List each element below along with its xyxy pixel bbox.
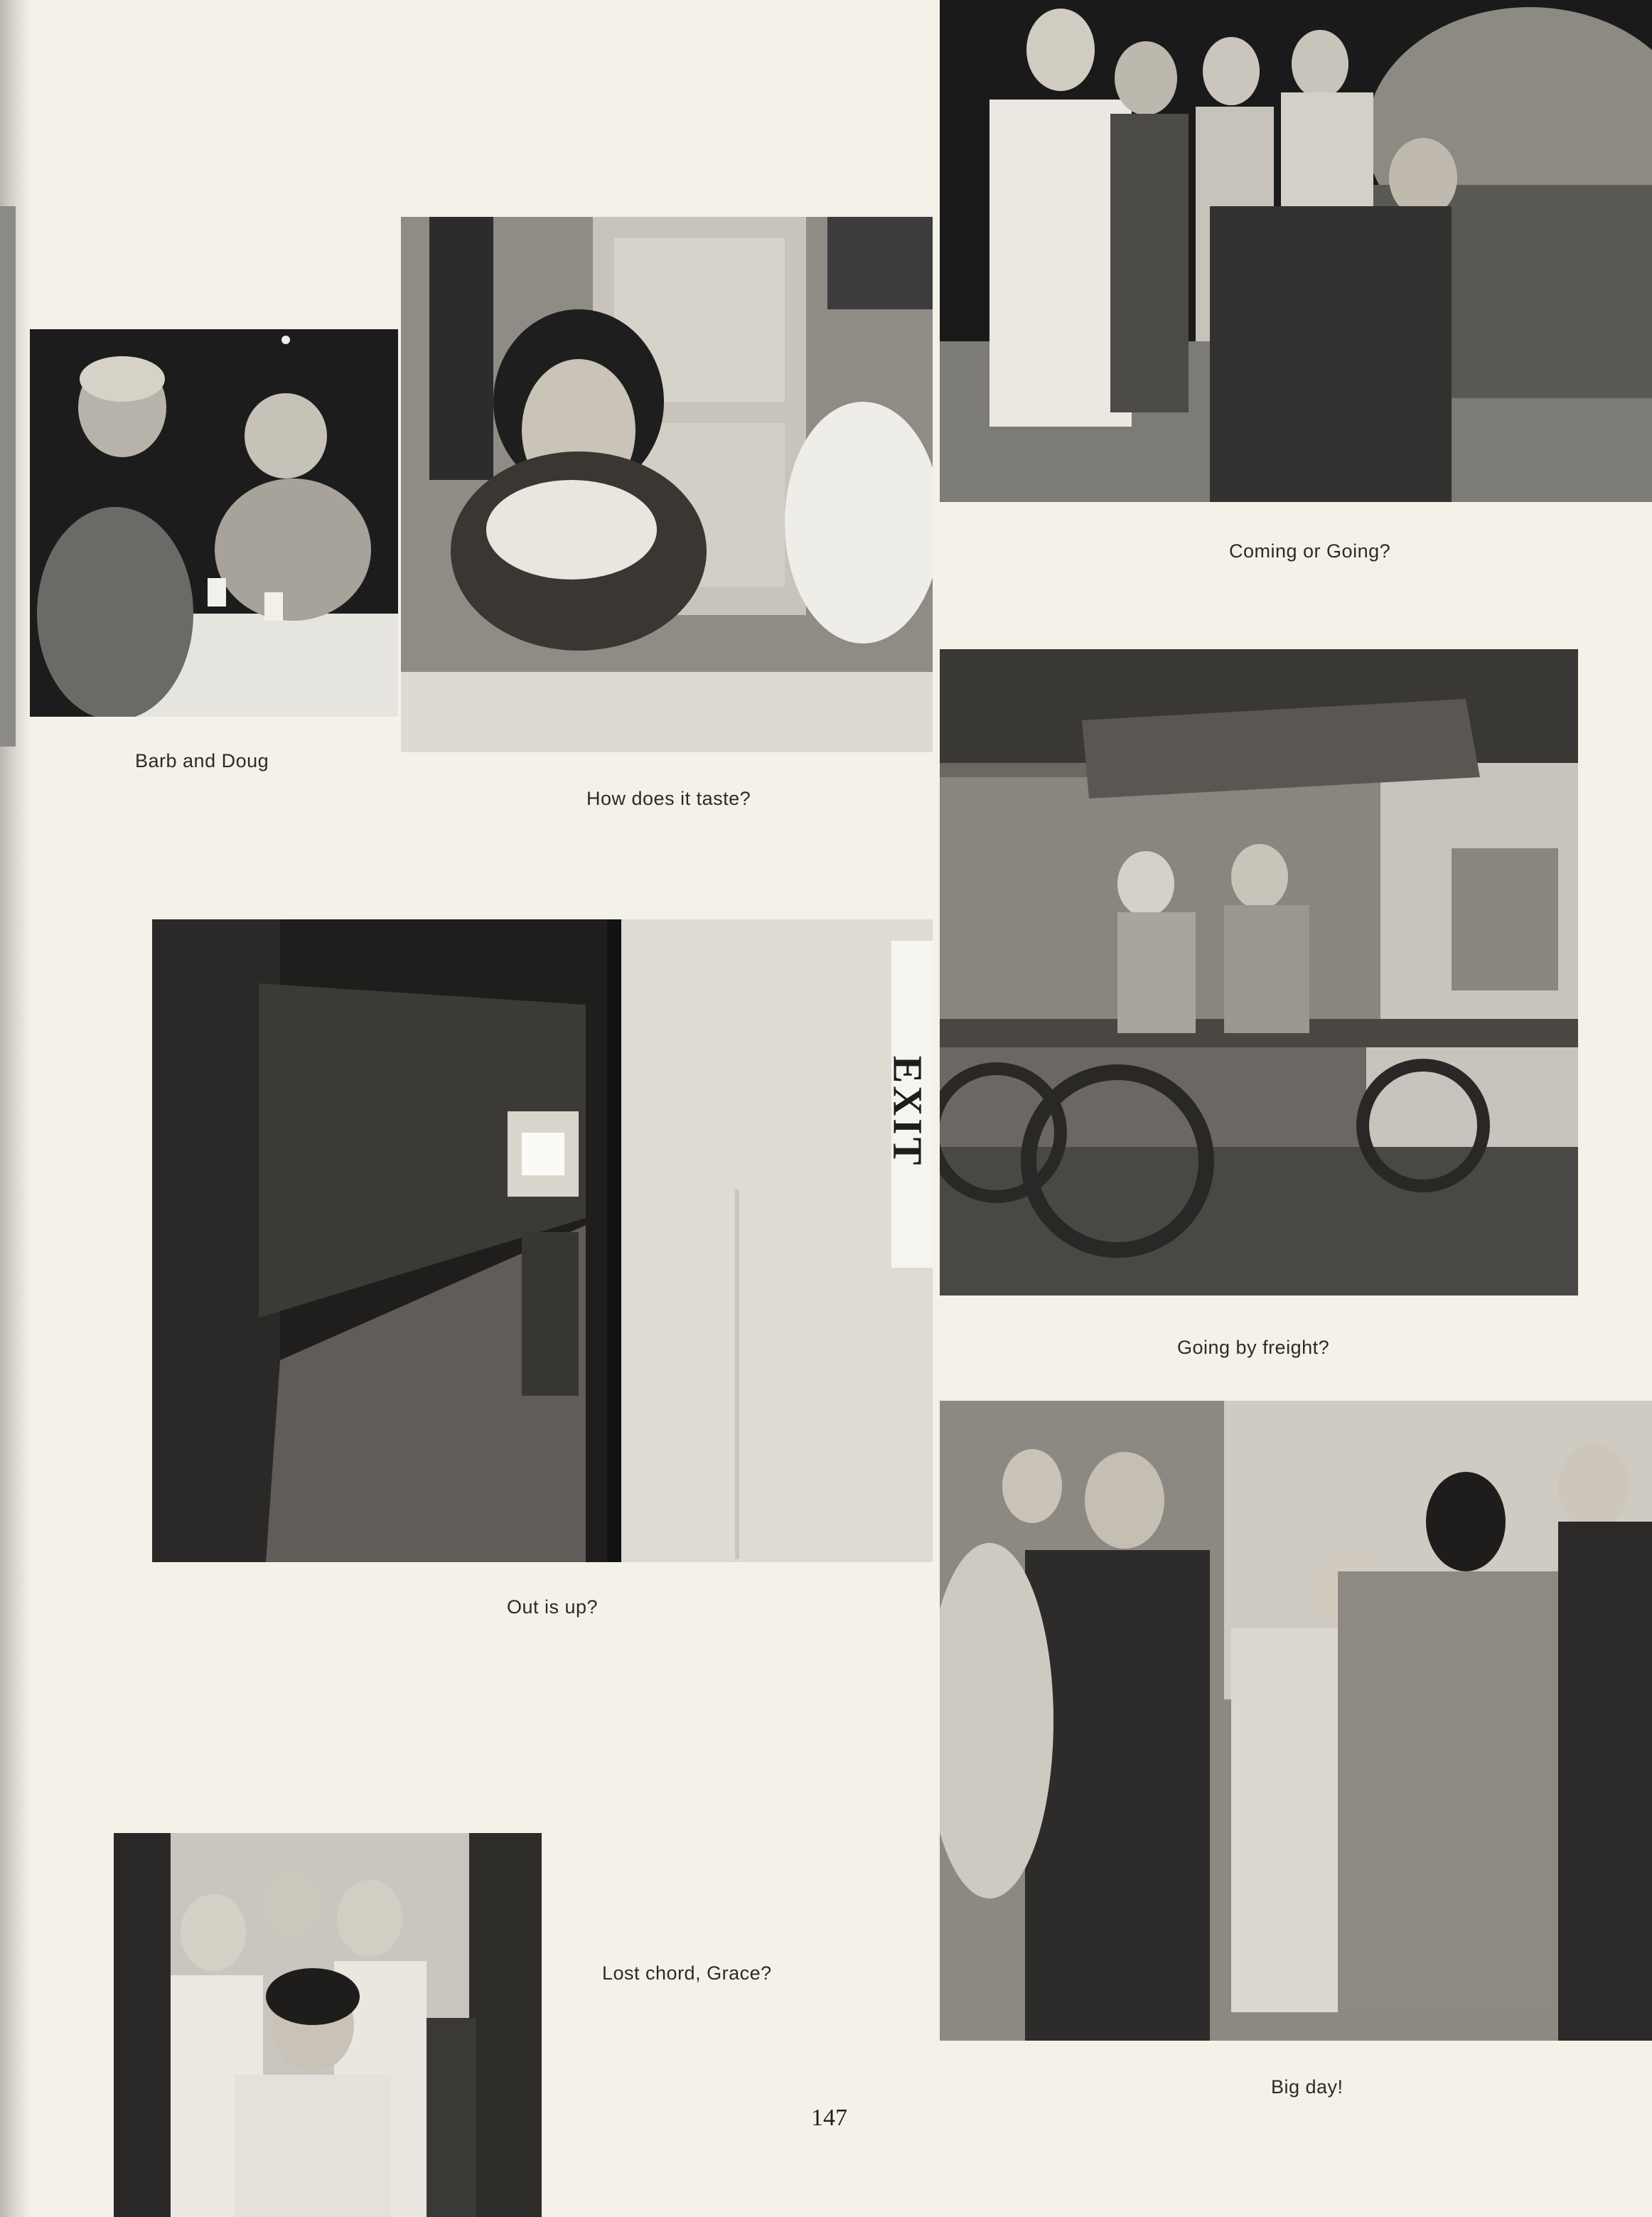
photo-coming-or-going [940,0,1652,502]
photo-lost-chord-grace [114,1833,542,2217]
caption-how-does-it-taste: How does it taste? [586,788,751,809]
exit-sign [884,1005,931,1218]
caption-out-is-up: Out is up? [507,1596,599,1618]
page-number: 147 [811,2105,847,2131]
photo-going-by-freight [940,649,1578,1296]
photo-big-day [940,1401,1652,2041]
caption-barb-and-doug: Barb and Doug [135,750,269,771]
spine-tab [0,206,16,747]
caption-big-day: Big day! [1271,2076,1343,2098]
caption-going-by-freight: Going by freight? [1177,1337,1330,1358]
photo-barb-and-doug [30,329,398,717]
caption-lost-chord-grace: Lost chord, Grace? [602,1962,772,1984]
photo-how-does-it-taste [401,217,933,752]
caption-coming-or-going: Coming or Going? [1229,540,1391,562]
photo-out-is-up [152,919,933,1562]
exit-sign-text: EXIT [884,1055,931,1168]
